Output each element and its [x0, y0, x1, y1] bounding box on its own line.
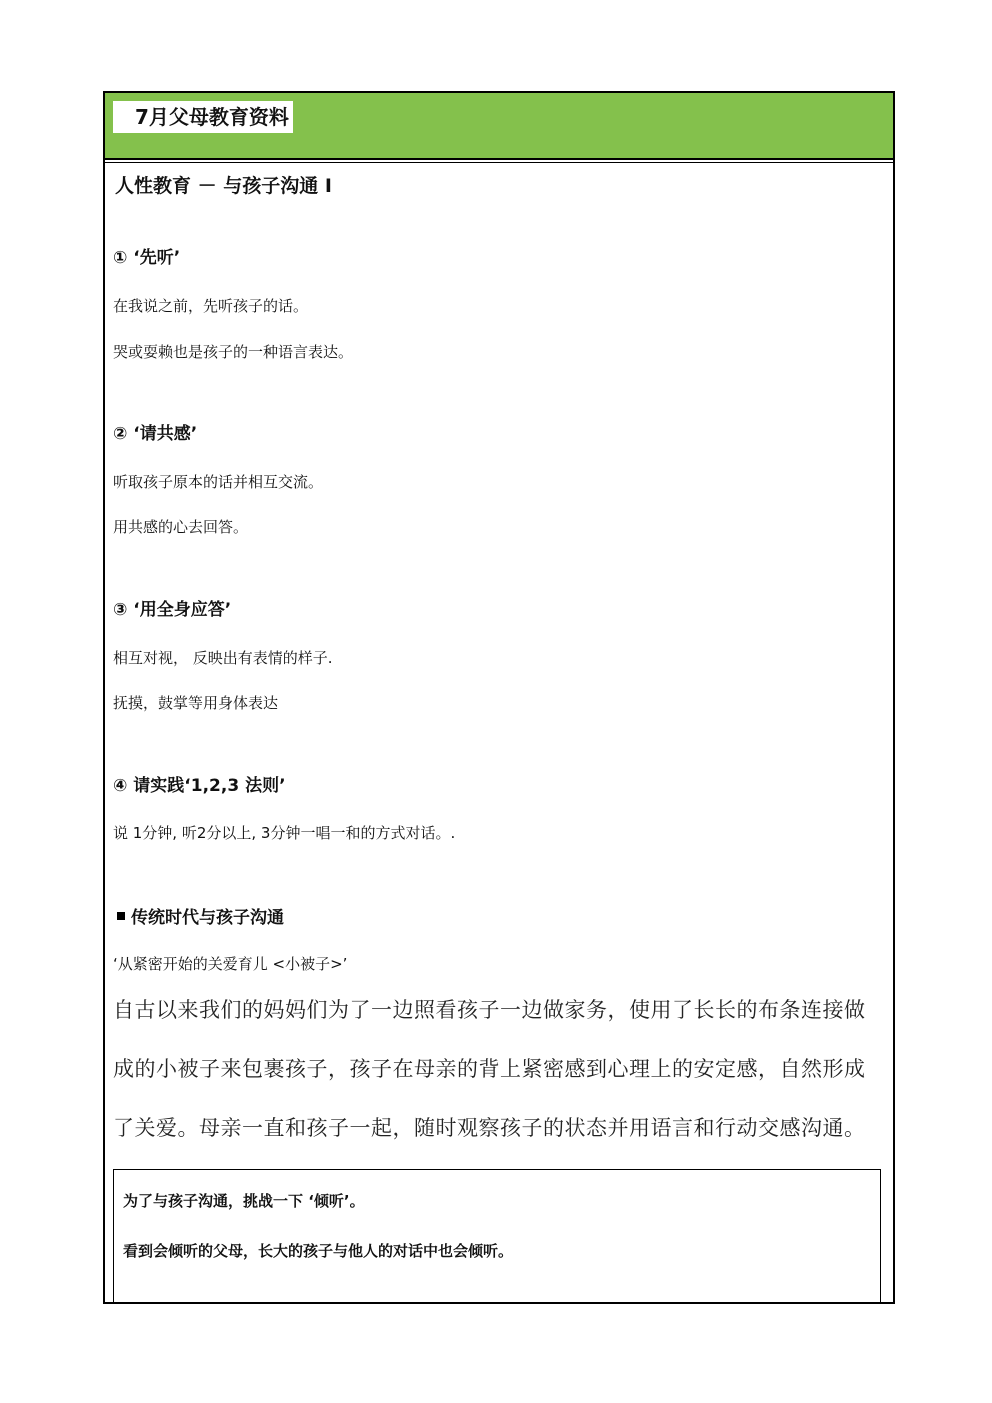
traditional-paragraph: 自古以来我们的妈妈们为了一边照看孩子一边做家务，使用了长长的布条连接做成的小被子来包裹孩子，孩子在母亲的背上紧密感到心理上的安定感，自然形成了关爱。母亲一直和孩子一起，随时观察孩子的状态并用语言和行动交感沟通。 [113, 998, 866, 1140]
section-1-heading: ① ‘先听’ [113, 248, 181, 268]
traditional-heading-text: 传统时代与孩子沟通 [131, 908, 284, 928]
square-bullet-icon [117, 912, 125, 920]
main-title: 人性教育 － 与孩子沟通 Ⅰ [115, 175, 332, 197]
section-4-line-1: 说 1分钟, 听2分以上, 3分钟一唱一和的方式对话。. [113, 824, 456, 842]
traditional-heading [117, 903, 284, 928]
section-3-line-2: 抚摸，鼓掌等用身体表达 [113, 694, 279, 712]
header-bar [105, 93, 893, 160]
section-1-line-1: 在我说之前，先听孩子的话。 [113, 297, 309, 315]
traditional-quote: ‘从紧密开始的关爱育儿 <小被子>’ [113, 955, 348, 973]
section-2-line-1: 听取孩子原本的话并相互交流。 [113, 473, 324, 491]
document-frame [103, 91, 895, 1304]
section-4-heading: ④ 请实践‘1,2,3 法则’ [113, 776, 286, 796]
section-1-line-2: 哭或耍赖也是孩子的一种语言表达。 [113, 343, 354, 361]
section-3-line-1: 相互对视， 反映出有表情的样子. [113, 649, 333, 667]
section-3-heading: ③ ‘用全身应答’ [113, 600, 232, 620]
header-title: 7月父母教育资料 [113, 101, 293, 133]
tip-line-1: 为了与孩子沟通，挑战一下 ‘倾听’。 [123, 1192, 365, 1210]
section-2-line-2: 用共感的心去回答。 [113, 518, 249, 536]
section-2-heading: ② ‘请共感’ [113, 424, 198, 444]
tip-box [113, 1169, 881, 1304]
tip-line-2: 看到会倾听的父母，长大的孩子与他人的对话中也会倾听。 [123, 1242, 514, 1260]
header-divider [105, 162, 893, 163]
